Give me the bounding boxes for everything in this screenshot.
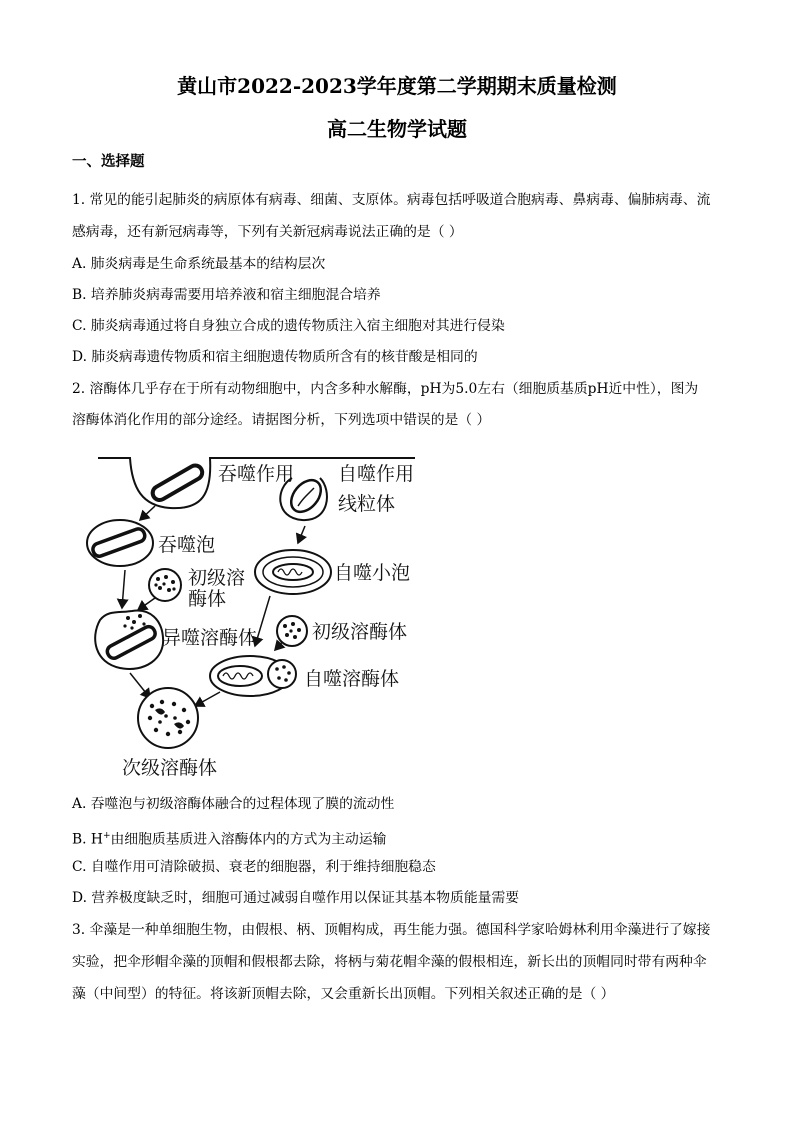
label-mitochondrion: 线粒体: [338, 493, 396, 515]
q3-stem-line2: 实验，把伞形帽伞藻的顶帽和假根都去除，将柄与菊花帽伞藻的假根相连，新长出的顶帽同时带有两种伞: [72, 954, 707, 970]
exam-subtitle: 高二生物学试题: [327, 117, 467, 141]
label-primary-lysosome-a-line1: 初级溶: [188, 567, 246, 589]
q2-option-c: C. 自噬作用可清除破损、衰老的细胞器，利于维持细胞稳态: [72, 859, 436, 875]
q1-option-a: A. 肺炎病毒是生命系统最基本的结构层次: [72, 256, 326, 272]
label-phagosome: 吞噬泡: [158, 534, 216, 556]
q2-option-b: B. H+由细胞质基质进入溶酶体内的方式为主动运输: [72, 831, 387, 848]
lysosome-digestion-diagram: [70, 448, 430, 788]
q2-option-d: D. 营养极度缺乏时，细胞可通过减弱自噬作用以保证其基本物质能量需要: [72, 890, 520, 906]
label-primary-lysosome-a-line2: 酶体: [188, 588, 227, 610]
q3-stem-line3: 藻（中间型）的特征。将该新顶帽去除，又会重新长出顶帽。下列相关叙述正确的是（ ）: [72, 986, 615, 1002]
q1-option-b: B. 培养肺炎病毒需要用培养液和宿主细胞混合培养: [72, 287, 381, 303]
q1-option-c: C. 肺炎病毒通过将自身独立合成的遗传物质注入宿主细胞对其进行侵染: [72, 318, 505, 334]
secondary-lysosome-icon: [138, 688, 198, 748]
q1-stem-line2: 感病毒，还有新冠病毒等，下列有关新冠病毒说法正确的是（ ）: [72, 224, 463, 240]
q3-stem-line1: 3. 伞藻是一种单细胞生物，由假根、柄、顶帽构成，再生能力强。德国科学家哈姆林利用伞藻进行了嫁接: [72, 922, 711, 938]
label-autophagy: 自噬作用: [338, 463, 415, 485]
label-phagocytosis: 吞噬作用: [218, 463, 295, 485]
q2-option-a: A. 吞噬泡与初级溶酶体融合的过程体现了膜的流动性: [72, 796, 395, 812]
label-autophagosome: 自噬小泡: [334, 562, 411, 584]
label-secondary-lysosome: 次级溶酶体: [122, 757, 218, 779]
q2-stem-line1: 2. 溶酶体几乎存在于所有动物细胞中，内含多种水解酶，pH为5.0左右（细胞质基质pH近中性），图为: [72, 381, 699, 397]
label-autolysosome: 自噬溶酶体: [304, 668, 400, 690]
section-heading: 一、选择题: [72, 154, 145, 170]
exam-title: 黄山市2022-2023学年度第二学期期末质量检测: [177, 74, 617, 98]
label-heterophagic-lysosome: 异噬溶酶体: [162, 627, 258, 649]
q1-stem-line1: 1. 常见的能引起肺炎的病原体有病毒、细菌、支原体。病毒包括呼吸道合胞病毒、鼻病毒、偏肺病毒、流: [72, 192, 711, 208]
q1-option-d: D. 肺炎病毒遗传物质和宿主细胞遗传物质所含有的核苷酸是相同的: [72, 349, 478, 365]
label-primary-lysosome-b: 初级溶酶体: [312, 621, 408, 643]
bacterium-icon: [150, 463, 205, 503]
q2-stem-line2: 溶酶体消化作用的部分途经。请据图分析，下列选项中错误的是（ ）: [72, 412, 491, 428]
